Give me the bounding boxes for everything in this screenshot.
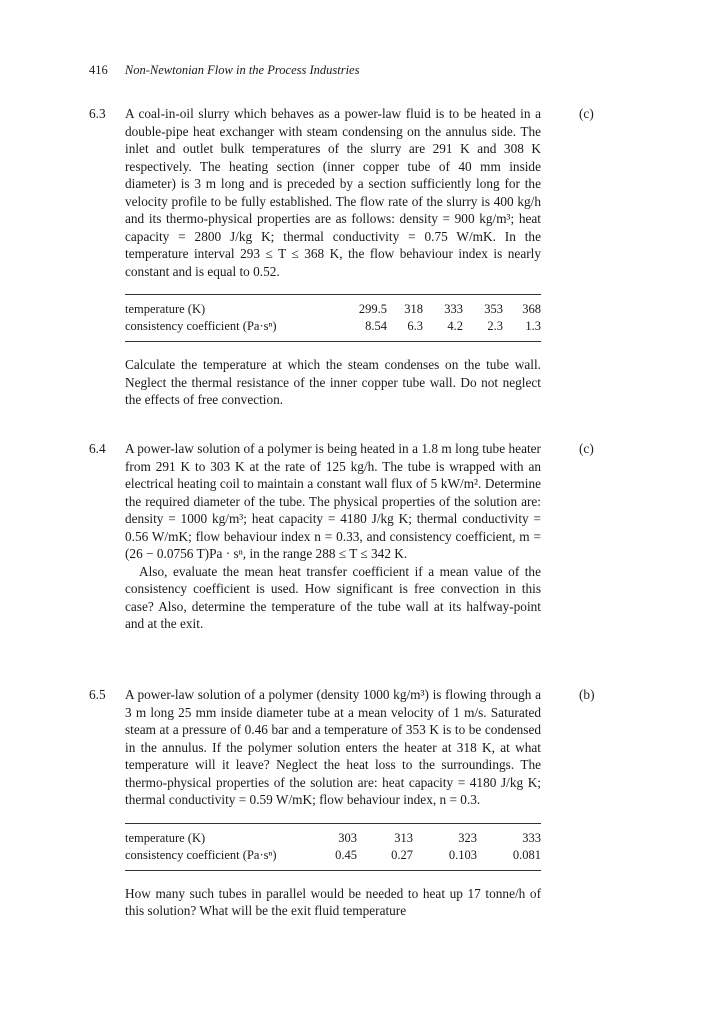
property-table <box>125 294 541 342</box>
problem-body <box>125 105 541 409</box>
table-cell: 313 <box>394 830 413 845</box>
difficulty-tag: (b) <box>579 687 595 702</box>
table-row <box>125 295 541 319</box>
problem-number: 6.3 <box>89 106 106 121</box>
table-cell: 1.3 <box>525 319 541 333</box>
table-cell: 0.27 <box>391 847 413 862</box>
problem-text: Also, evaluate the mean heat transfer coefficient if a mean value of the consistency coefficient is used. How significant is free convection in this case? Also, determine the temperature of the tube wall at its halfway-point and at the exit. <box>125 563 541 631</box>
table-cell: 6.3 <box>407 319 423 333</box>
page-number: 416 <box>89 63 108 77</box>
row-label: temperature (K) <box>125 830 206 845</box>
table-row <box>125 847 541 871</box>
row-label: consistency coefficient (Pa·sⁿ) <box>125 319 277 333</box>
table-cell: 299.5 <box>358 302 387 316</box>
table-row <box>125 823 541 847</box>
table-cell: 323 <box>458 830 477 845</box>
problem-body <box>125 686 541 920</box>
table-cell: 368 <box>522 302 541 316</box>
table-cell: 353 <box>484 302 503 316</box>
table-cell: 0.103 <box>448 847 477 862</box>
problem-number: 6.4 <box>89 441 106 456</box>
problem-text: How many such tubes in parallel would be needed to heat up 17 tonne/h of this solution? What will be the exit fluid temperature <box>125 885 541 918</box>
problem-number: 6.5 <box>89 687 106 702</box>
row-label: consistency coefficient (Pa·sⁿ) <box>125 847 277 862</box>
problem-text: A power-law solution of a polymer (density 1000 kg/m³) is flowing through a 3 m long 25 mm inside diameter tube at a mean velocity of 1 m/s. Saturated steam at a pressure of 0.46 bar and a temperature of 353 K is to be condensed in the annulus. If the polymer solution enters the heater at 318 K, at what temperature will it leave? Neglect the heat loss to the surroundings. The thermo-physical properties of the solution are: heat capacity = 4180 J/kg K; thermal conductivity = 0.59 W/mK; flow behaviour index, n = 0.3. <box>125 687 541 807</box>
problem-text: A coal-in-oil slurry which behaves as a power-law fluid is to be heated in a double-pipe heat exchanger with steam condensing on the annulus side. The inlet and outlet bulk temperatures of the slurry are 291 K and 308 K respectively. The heating section (inner copper tube of 40 mm inside diameter) is 3 m long and is preceded by a section sufficiently long for the velocity profile to be fully established. The flow rate of the slurry is 400 kg/h and its thermo-physical properties are as follows: density = 900 kg/m³; heat capacity = 2800 J/kg K; thermal conductivity = 0.75 W/mK. In the temperature interval 293 ≤ T ≤ 368 K, the flow behaviour index is nearly constant and is equal to 0.52. <box>125 106 541 279</box>
problem-body <box>125 440 541 633</box>
table-cell: 2.3 <box>487 319 503 333</box>
table-cell: 303 <box>338 830 357 845</box>
table-cell: 0.081 <box>512 847 541 862</box>
property-table <box>125 823 541 871</box>
table-row <box>125 318 541 342</box>
difficulty-tag: (c) <box>579 441 594 456</box>
table-cell: 318 <box>404 302 423 316</box>
table-cell: 333 <box>522 830 541 845</box>
table-cell: 4.2 <box>447 319 463 333</box>
running-header <box>89 63 359 78</box>
table-cell: 333 <box>444 302 463 316</box>
problem-text: Calculate the temperature at which the steam condenses on the tube wall. Neglect the thermal resistance of the inner copper tube wall. Do not neglect the effects of free convection. <box>125 357 541 407</box>
book-title: Non-Newtonian Flow in the Process Industries <box>124 63 360 77</box>
row-label: temperature (K) <box>125 302 206 316</box>
table-cell: 0.45 <box>335 847 357 862</box>
table-cell: 8.54 <box>365 319 387 333</box>
problem-text: A power-law solution of a polymer is being heated in a 1.8 m long tube heater from 291 K to 303 K at the rate of 125 kg/h. The tube is wrapped with an electrical heating coil to maintain a constant wall flux of 5 kW/m². Determine the required diameter of the tube. The physical properties of the solution are: density = 1000 kg/m³; heat capacity = 4180 J/kg K; thermal conductivity = 0.56 W/mK; flow behaviour index n = 0.33, and consistency coefficient, m = (26 − 0.0756 T)Pa · sⁿ, in the range 288 ≤ T ≤ 342 K. <box>125 441 541 561</box>
difficulty-tag: (c) <box>579 106 594 121</box>
